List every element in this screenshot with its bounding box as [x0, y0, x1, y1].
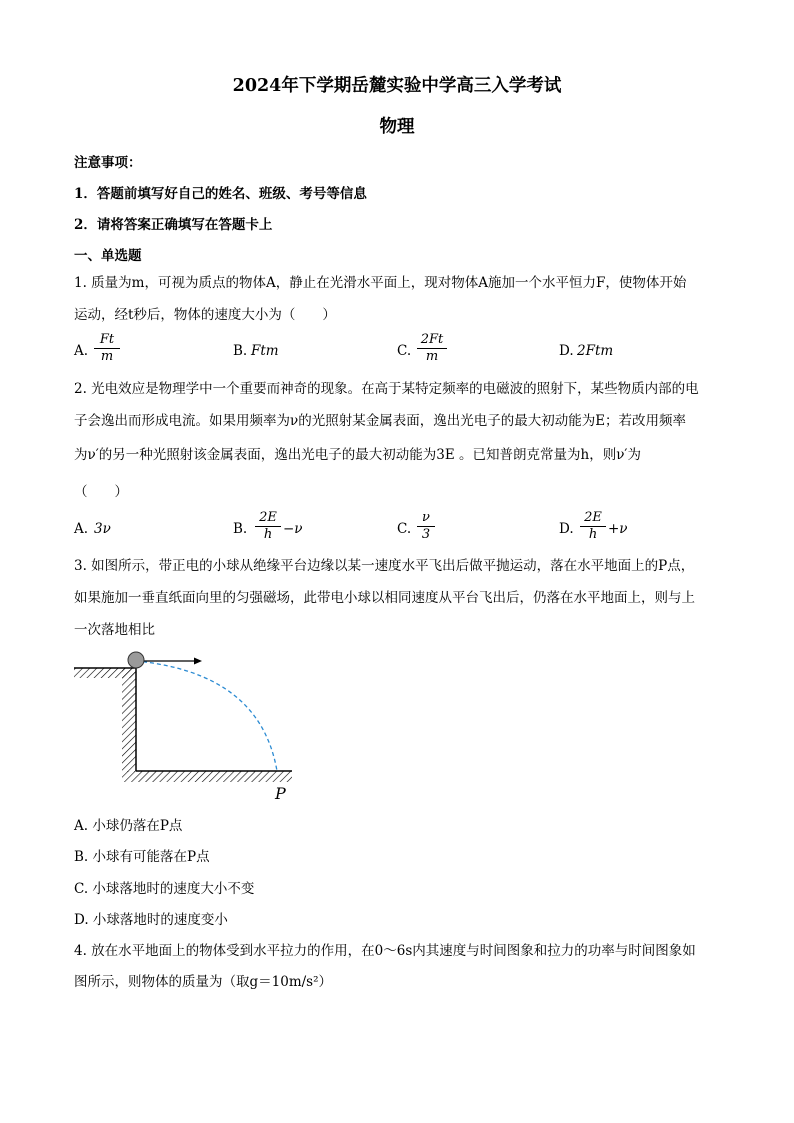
q2-d-denominator: h	[588, 527, 598, 542]
exam-title: 2024年下学期岳麓实验中学高三入学考试	[232, 76, 562, 96]
note-item-2: 2．请将答案正确填写在答题卡上	[74, 217, 273, 233]
q2-option-a-label: A.	[74, 521, 89, 537]
q2-c-numerator: ν	[417, 510, 435, 527]
q1-c-denominator: m	[425, 349, 439, 364]
projectile-figure	[70, 645, 300, 805]
q1-option-b: Ftm	[251, 343, 279, 359]
q2-stem-line4: （ ）	[74, 484, 128, 500]
q3-option-d: D. 小球落地时的速度变小	[74, 912, 228, 928]
q1-a-numerator: Ft	[94, 332, 120, 349]
q2-stem-line3: 为ν′的另一种光照射该金属表面，逸出光电子的最大初动能为3E 。已知普朗克常量为h，则ν′为	[74, 447, 641, 463]
q2-option-c-fraction	[417, 510, 435, 543]
q2-option-d-label: D.	[559, 521, 574, 537]
q2-option-a: 3ν	[94, 521, 111, 537]
q3-option-c: C. 小球落地时的速度大小不变	[74, 881, 255, 897]
ball	[128, 652, 144, 668]
ground-hatch	[122, 771, 292, 782]
q1-option-b-label: B.	[233, 343, 248, 359]
q1-c-numerator: 2Ft	[417, 332, 447, 349]
section-heading: 一、单选题	[74, 248, 142, 264]
q1-option-a-label: A.	[74, 343, 89, 359]
q3-option-b: B. 小球有可能落在P点	[74, 849, 210, 865]
q1-a-denominator: m	[100, 349, 114, 364]
q1-option-a-fraction	[94, 332, 120, 365]
subject-title: 物理	[379, 117, 415, 137]
q2-option-c-label: C.	[397, 521, 412, 537]
q4-stem-line2: 图所示，则物体的质量为（取g＝10m/s²）	[74, 974, 333, 990]
q2-option-b-suffix: −ν	[283, 521, 303, 537]
q2-stem-line2: 子会逸出而形成电流。如果用频率为ν的光照射某金属表面，逸出光电子的最大初动能为E；若改用频率	[74, 413, 687, 429]
q4-stem-line1: 4. 放在水平地面上的物体受到水平拉力的作用，在0～6s内其速度与时间图象和拉力的功率与时间图象如	[74, 943, 696, 959]
notes-heading: 注意事项：	[74, 155, 142, 171]
q3-stem-line3: 一次落地相比	[74, 622, 155, 638]
q2-b-numerator: 2E	[255, 510, 281, 527]
q3-option-a: A. 小球仍落在P点	[74, 818, 183, 834]
q1-option-d-label: D.	[559, 343, 574, 359]
q2-c-denominator: 3	[421, 527, 431, 542]
trajectory-curve	[136, 661, 277, 771]
q2-option-b-label: B.	[233, 521, 248, 537]
q2-option-d-fraction	[580, 510, 606, 543]
q1-option-c-fraction	[417, 332, 447, 365]
q3-stem-line1: 3. 如图所示，带正电的小球从绝缘平台边缘以某一速度水平飞出后做平抛运动，落在水平地面上的P点，	[74, 558, 695, 574]
q2-option-d-suffix: +ν	[608, 521, 628, 537]
q2-d-numerator: 2E	[580, 510, 606, 527]
velocity-arrow-head	[194, 658, 202, 665]
q1-option-c-label: C.	[397, 343, 412, 359]
point-p-label: P	[275, 784, 286, 803]
q2-stem-line1: 2. 光电效应是物理学中一个重要而神奇的现象。在高于某特定频率的电磁波的照射下，某些物质内部的电	[74, 381, 699, 397]
q1-stem-line1: 1. 质量为m，可视为质点的物体A，静止在光滑水平面上，现对物体A施加一个水平恒力F，使物体开始	[74, 275, 687, 291]
q1-option-d: 2Ftm	[577, 343, 614, 359]
q3-stem-line2: 如果施加一垂直纸面向里的匀强磁场，此带电小球以相同速度从平台飞出后，仍落在水平地面上，则与上	[74, 590, 695, 606]
note-item-1: 1．答题前填写好自己的姓名、班级、考号等信息	[74, 186, 367, 202]
q2-b-denominator: h	[263, 527, 273, 542]
q2-option-b-fraction	[255, 510, 281, 543]
wall-hatch	[122, 668, 136, 772]
q1-stem-line2: 运动，经t秒后，物体的速度大小为（ ）	[74, 307, 336, 323]
